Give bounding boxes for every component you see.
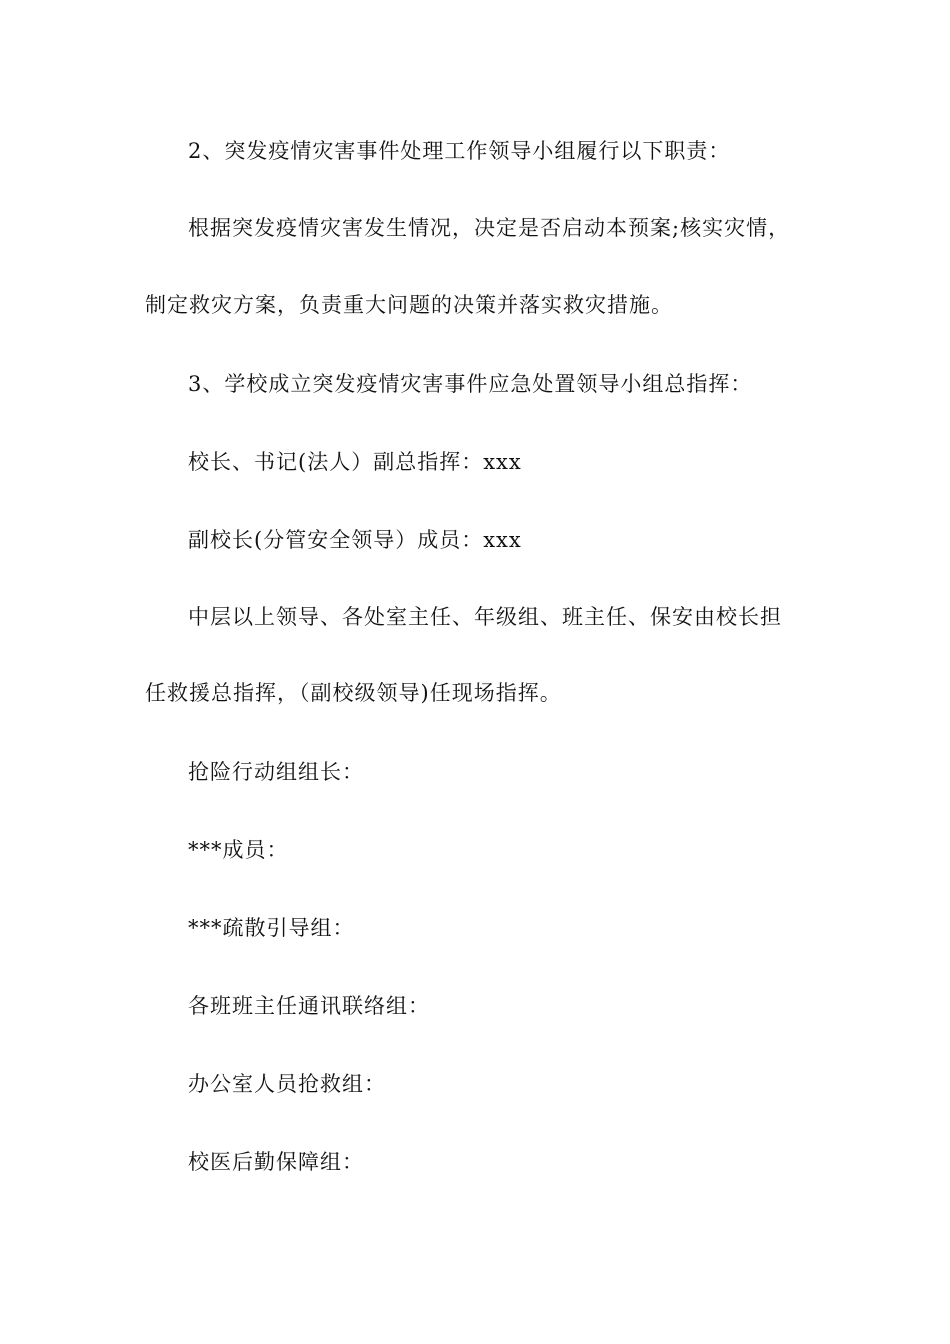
paragraph-line: 副校长(分管安全领导）成员：xxx	[188, 528, 522, 552]
paragraph-line: 校医后勤保障组：	[188, 1150, 364, 1174]
paragraph-line: 根据突发疫情灾害发生情况，决定是否启动本预案;核实灾情，	[188, 216, 791, 240]
paragraph-line: ***疏散引导组：	[188, 916, 355, 940]
paragraph-line: 办公室人员抢救组：	[188, 1072, 386, 1096]
paragraph-line: 各班班主任通讯联络组：	[188, 994, 430, 1018]
paragraph-line: 任救援总指挥，（副校级领导)任现场指挥。	[145, 681, 562, 705]
paragraph-line: 制定救灾方案，负责重大问题的决策并落实救灾措施。	[145, 293, 673, 317]
paragraph-line: ***成员：	[188, 838, 289, 862]
paragraph-line: 校长、书记(法人）副总指挥：xxx	[188, 450, 522, 474]
paragraph-line: 2、突发疫情灾害事件处理工作领导小组履行以下职责：	[188, 139, 731, 163]
paragraph-line: 3、学校成立突发疫情灾害事件应急处置领导小组总指挥：	[188, 372, 753, 396]
paragraph-line: 抢险行动组组长：	[188, 760, 364, 784]
paragraph-line: 中层以上领导、各处室主任、年级组、班主任、保安由校长担	[188, 605, 782, 629]
